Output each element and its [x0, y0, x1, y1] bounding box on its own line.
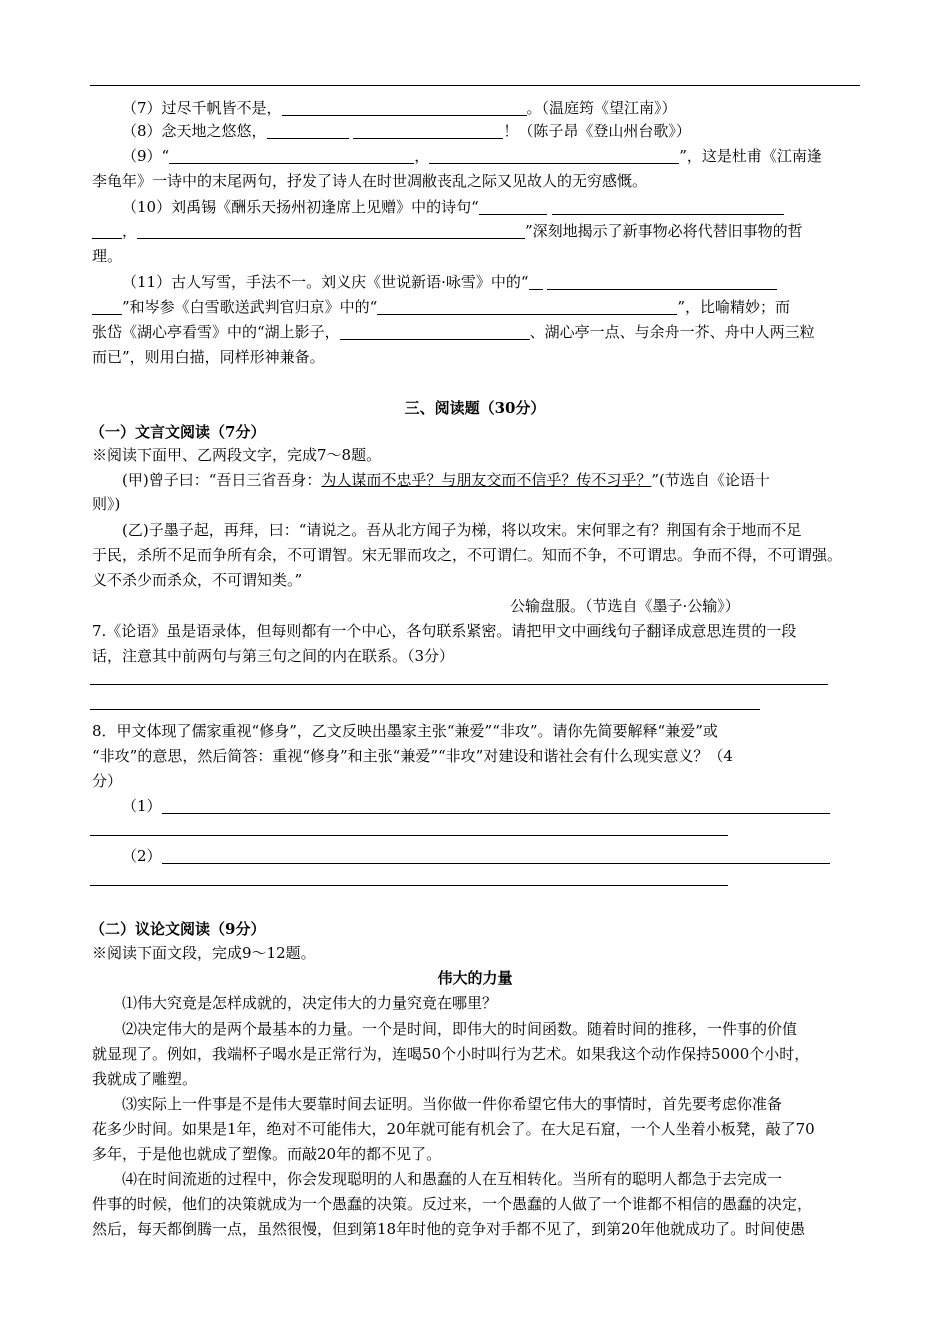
answer-1: （1）	[122, 795, 862, 817]
answer-blank[interactable]	[547, 273, 777, 290]
article-p4-2: 件事的时候，他们的决策就成为一个愚蠢的决策。反过来，一个愚蠢的人做了一个谁都不相信的愚蠢的决定，	[92, 1195, 813, 1213]
article-p2-1: ⑵决定伟大的是两个最基本的力量。一个是时间，即伟大的时间函数。随着时间的推移，一件事的价值	[122, 1020, 798, 1038]
passage-yi-source: 公输盘服。（节选自《墨子·公输》）	[510, 597, 740, 615]
passage-yi-2: 于民，杀所不足而争所有余，不可谓智。宋无罪而攻之，不可谓仁。知而不争，不可谓忠。争而不得，不可谓强。	[92, 546, 843, 564]
question-7-prompt: 7.《论语》虽是语录体，但每则都有一个中心，各句联系紧密。请把甲文中画线句子翻译成意思连贯的一段	[92, 622, 797, 640]
answer-blank[interactable]	[377, 298, 677, 315]
answer-blank[interactable]	[479, 198, 547, 215]
question-8-prompt-end: 分）	[92, 772, 123, 790]
answer-blank[interactable]	[529, 273, 543, 290]
question-10-cont: ， ”深刻地揭示了新事物必将代替旧事物的哲	[92, 220, 862, 242]
answer-blank[interactable]	[429, 147, 679, 164]
question-11-cont: ”和岑参《白雪歌送武判官归京》中的“ ”，比喻精妙；而	[92, 296, 862, 318]
answer-blank[interactable]	[92, 222, 122, 239]
answer-line[interactable]	[90, 885, 728, 886]
article-p3-3: 多年，于是他也就成了塑像。而敲20年的都不见了。	[92, 1145, 442, 1163]
part1-heading: （一）文言文阅读（7分）	[90, 423, 266, 441]
article-p2-3: 我就成了雕塑。	[92, 1070, 198, 1088]
underlined-sentence: 为人谋而不忠乎？与朋友交而不信乎？传不习乎？	[321, 471, 652, 489]
passage-jia-cont: 则》)	[92, 495, 121, 513]
article-p4-3: 然后，每天都倒腾一点，虽然很慢，但到第18年时他的竞争对手都不见了，到第20年他就成功了。时间使愚	[92, 1220, 806, 1238]
question-7: （7）过尽千帆皆不是， 。（温庭筠《望江南》）	[122, 99, 677, 117]
answer-blank[interactable]	[552, 198, 784, 215]
answer-blank[interactable]	[169, 147, 414, 164]
question-8-prompt: 8．甲文体现了儒家重视“修身”，乙文反映出墨家主张“兼爱”“非攻”。请你先简要解释“兼爱”或	[92, 722, 718, 740]
article-p4-1: ⑷在时间流逝的过程中，你会发现聪明的人和愚蠢的人在互相转化。当所有的聪明人都急于去完成一	[122, 1170, 783, 1188]
question-8: （8）念天地之悠悠， ！（陈子昂《登山州台歌》）	[122, 122, 691, 140]
question-9-cont: 李龟年》一诗中的末尾两句，抒发了诗人在时世凋敝丧乱之际又见故人的无穷感慨。	[92, 172, 648, 190]
answer-blank[interactable]	[267, 122, 349, 139]
answer-line[interactable]	[90, 709, 760, 710]
article-p1: ⑴伟大究竟是怎样成就的，决定伟大的力量究竟在哪里？	[122, 994, 498, 1012]
part2-instruction: ※阅读下面文段，完成9～12题。	[92, 944, 316, 962]
question-11-end: 而已”，则用白描，同样形神兼备。	[92, 348, 325, 366]
article-title: 伟大的力量	[437, 969, 513, 987]
answer-blank[interactable]	[162, 847, 830, 864]
question-11-line3: 张岱《湖心亭看雪》中的“湖上影子， 、湖心亭一点、与余舟一芥、舟中人两三粒	[92, 323, 815, 341]
article-p2-2: 就显现了。例如，我端杯子喝水是正常行为，连喝50个小时叫行为艺术。如果我这个动作保持5000个小时，	[92, 1045, 810, 1063]
question-9: （9）“ ， ”，这是杜甫《江南逢	[122, 147, 822, 165]
answer-blank[interactable]	[282, 99, 527, 116]
answer-blank[interactable]	[137, 222, 525, 239]
question-10-end: 理。	[92, 247, 123, 265]
passage-jia: (甲)曾子曰：“吾日三省吾身：为人谋而不忠乎？与朋友交而不信乎？传不习乎？”(节选自《论语十	[122, 471, 770, 489]
article-p3-1: ⑶实际上一件事是不是伟大要靠时间去证明。当你做一件你希望它伟大的事情时，首先要考虑你准备	[122, 1095, 783, 1113]
answer-blank[interactable]	[340, 323, 530, 340]
question-10: （10）刘禹锡《酬乐天扬州初逢席上见赠》中的诗句“	[122, 196, 862, 218]
answer-line[interactable]	[90, 835, 728, 836]
passage-yi-1: (乙)子墨子起，再拜，曰：“请说之。吾从北方闻子为梯，将以攻宋。宋何罪之有？荆国有余于地而不足	[122, 521, 802, 539]
answer-blank[interactable]	[162, 797, 830, 814]
answer-blank[interactable]	[353, 122, 503, 139]
answer-blank[interactable]	[92, 298, 122, 315]
header-rule	[90, 85, 860, 86]
question-11: （11）古人写雪，手法不一。刘义庆《世说新语·咏雪》中的“	[122, 271, 862, 293]
answer-line[interactable]	[90, 684, 828, 685]
question-8-prompt-cont: “非攻”的意思，然后简答：重视“修身”和主张“兼爱”“非攻”对建设和谐社会有什么现实意义？（4	[92, 747, 733, 765]
part2-heading: （二）议论文阅读（9分）	[90, 920, 266, 938]
question-7-prompt-cont: 话，注意其中前两句与第三句之间的内在联系。（3分）	[92, 647, 455, 665]
passage-yi-3: 义不杀少而杀众，不可谓知类。”	[92, 571, 303, 589]
article-p3-2: 花多少时间。如果是1年，绝对不可能伟大，20年就可能有机会了。在大足石窟，一个人坐着小板凳，敲了70	[92, 1120, 815, 1138]
section-title: 三、阅读题（30分）	[404, 399, 546, 417]
answer-2: （2）	[122, 845, 862, 867]
part1-instruction: ※阅读下面甲、乙两段文字，完成7～8题。	[92, 446, 382, 464]
